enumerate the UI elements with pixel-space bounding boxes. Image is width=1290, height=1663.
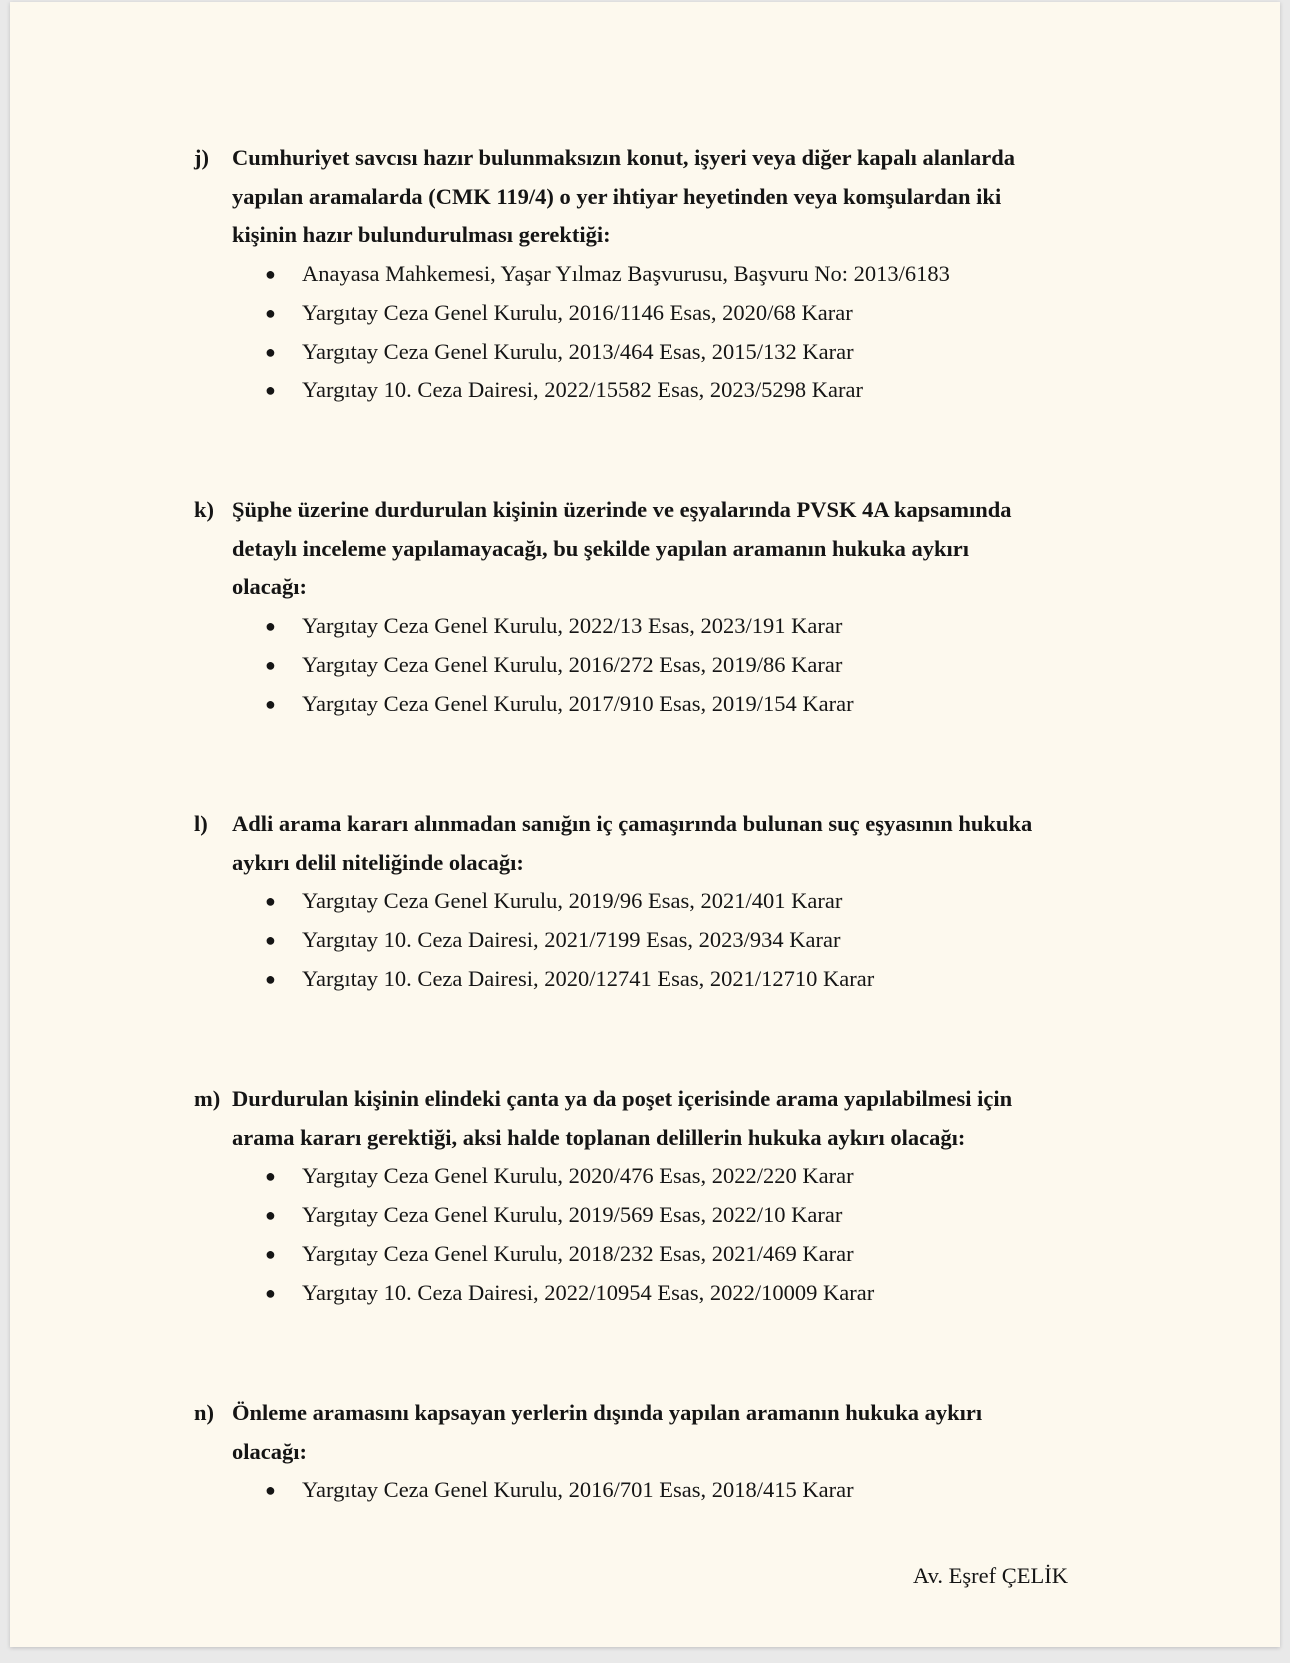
citation-text: Yargıtay 10. Ceza Dairesi, 2022/15582 Esas, 2023/5298 Karar	[302, 377, 863, 403]
bullet-icon: ●	[265, 654, 276, 675]
section-heading	[194, 491, 1094, 607]
bullet-icon: ●	[265, 302, 276, 323]
heading-line: yapılan aramalarda (CMK 119/4) o yer ihtiyar heyetinden veya komşulardan iki	[232, 183, 1002, 209]
citation-text: Yargıtay Ceza Genel Kurulu, 2022/13 Esas, 2023/191 Karar	[302, 613, 843, 639]
bullet-icon: ●	[265, 891, 276, 912]
citation-item	[194, 607, 1094, 646]
section-marker: j)	[194, 145, 209, 170]
bullet-icon: ●	[265, 1205, 276, 1226]
citation-item	[194, 685, 1094, 724]
document-page	[10, 2, 1280, 1647]
section-l	[194, 805, 1094, 999]
heading-line: Cumhuriyet savcısı hazır bulunmaksızın konut, işyeri veya diğer kapalı alanlarda	[232, 145, 1016, 170]
section-marker: k)	[194, 497, 215, 522]
citation-item	[194, 1471, 1094, 1510]
bullet-icon: ●	[265, 1282, 276, 1303]
bullet-icon: ●	[265, 1166, 276, 1187]
section-heading	[194, 139, 1094, 255]
citation-text: Anayasa Mahkemesi, Yaşar Yılmaz Başvurusu, Başvuru No: 2013/6183	[302, 261, 950, 287]
citation-item	[194, 1235, 1094, 1274]
citation-item	[194, 333, 1094, 372]
heading-line: Önleme aramasını kapsayan yerlerin dışında yapılan aramanın hukuka aykırı	[232, 1400, 983, 1425]
citation-item	[194, 294, 1094, 333]
section-j	[194, 139, 1094, 410]
heading-line: arama kararı gerektiği, aksi halde toplanan delillerin hukuka aykırı olacağı:	[232, 1124, 966, 1150]
bullet-icon: ●	[265, 264, 276, 285]
citation-text: Yargıtay Ceza Genel Kurulu, 2013/464 Esas, 2015/132 Karar	[302, 338, 854, 364]
section-m	[194, 1080, 1094, 1312]
section-marker: m)	[194, 1086, 221, 1111]
citation-list	[194, 255, 1094, 410]
heading-line: Şüphe üzerine durdurulan kişinin üzerinde ve eşyalarında PVSK 4A kapsamında	[232, 497, 1012, 522]
citation-text: Yargıtay Ceza Genel Kurulu, 2019/96 Esas, 2021/401 Karar	[302, 888, 843, 914]
bullet-icon: ●	[265, 616, 276, 637]
bullet-icon: ●	[265, 341, 276, 362]
section-n	[194, 1394, 1094, 1510]
citation-item	[194, 255, 1094, 294]
citation-text: Yargıtay 10. Ceza Dairesi, 2022/10954 Esas, 2022/10009 Karar	[302, 1279, 875, 1305]
heading-line: aykırı delil niteliğinde olacağı:	[232, 849, 524, 875]
section-heading	[194, 1080, 1094, 1157]
citation-item	[194, 882, 1094, 921]
bullet-icon: ●	[265, 1480, 276, 1501]
section-k	[194, 491, 1094, 723]
citation-text: Yargıtay Ceza Genel Kurulu, 2019/569 Esas, 2022/10 Karar	[302, 1202, 843, 1228]
section-marker: n)	[194, 1400, 215, 1425]
citation-text: Yargıtay Ceza Genel Kurulu, 2018/232 Esas, 2021/469 Karar	[302, 1240, 854, 1266]
citation-item	[194, 1274, 1094, 1313]
citation-item	[194, 1196, 1094, 1235]
citation-text: Yargıtay Ceza Genel Kurulu, 2016/1146 Esas, 2020/68 Karar	[302, 299, 853, 325]
citation-text: Yargıtay 10. Ceza Dairesi, 2021/7199 Esas, 2023/934 Karar	[302, 927, 841, 953]
heading-line: detaylı inceleme yapılamayacağı, bu şekilde yapılan aramanın hukuka aykırı	[232, 535, 969, 561]
citation-item	[194, 371, 1094, 410]
heading-line: kişinin hazır bulundurulması gerektiği:	[232, 222, 611, 248]
citation-list	[194, 1157, 1094, 1312]
citation-item	[194, 921, 1094, 960]
heading-line: olacağı:	[232, 574, 307, 600]
bullet-icon: ●	[265, 968, 276, 989]
author-signature: Av. Eşref ÇELİK	[913, 1563, 1068, 1588]
bullet-icon: ●	[265, 1243, 276, 1264]
section-heading	[194, 805, 1094, 882]
bullet-icon: ●	[265, 693, 276, 714]
section-marker: l)	[194, 811, 208, 836]
citation-text: Yargıtay 10. Ceza Dairesi, 2020/12741 Esas, 2021/12710 Karar	[302, 965, 875, 991]
citation-text: Yargıtay Ceza Genel Kurulu, 2020/476 Esas, 2022/220 Karar	[302, 1163, 854, 1189]
citation-item	[194, 646, 1094, 685]
section-heading	[194, 1394, 1094, 1471]
citation-text: Yargıtay Ceza Genel Kurulu, 2017/910 Esas, 2019/154 Karar	[302, 690, 854, 716]
citation-item	[194, 960, 1094, 999]
heading-line: Durdurulan kişinin elindeki çanta ya da poşet içerisinde arama yapılabilmesi için	[232, 1086, 1013, 1111]
citation-list	[194, 607, 1094, 723]
heading-line: Adli arama kararı alınmadan sanığın iç çamaşırında bulunan suç eşyasının hukuka	[232, 811, 1033, 836]
bullet-icon: ●	[265, 930, 276, 951]
citation-list	[194, 882, 1094, 998]
citation-text: Yargıtay Ceza Genel Kurulu, 2016/701 Esas, 2018/415 Karar	[302, 1477, 854, 1503]
bullet-icon: ●	[265, 380, 276, 401]
citation-list	[194, 1471, 1094, 1510]
citation-text: Yargıtay Ceza Genel Kurulu, 2016/272 Esas, 2019/86 Karar	[302, 651, 843, 677]
heading-line: olacağı:	[232, 1438, 307, 1464]
citation-item	[194, 1157, 1094, 1196]
